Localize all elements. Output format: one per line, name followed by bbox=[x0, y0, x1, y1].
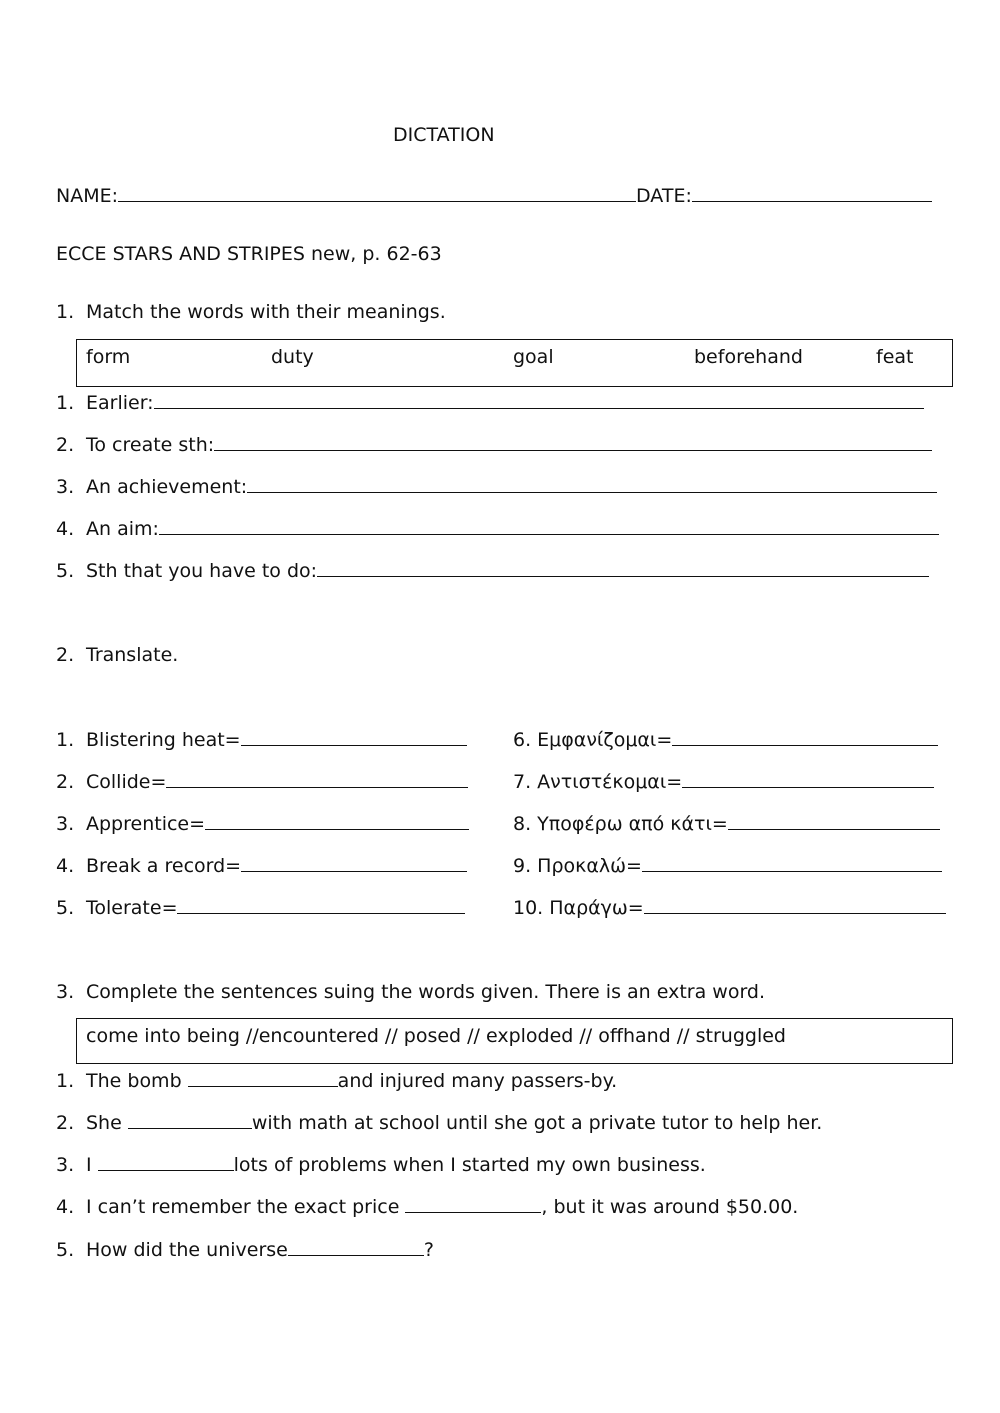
answer-blank[interactable] bbox=[288, 1237, 424, 1256]
answer-blank[interactable] bbox=[154, 390, 924, 409]
item-text: Collide= bbox=[86, 771, 167, 793]
item-text: An achievement: bbox=[86, 476, 248, 498]
item-number: 5. bbox=[56, 897, 75, 919]
item-text: 8. Υποφέρω από κάτι= bbox=[513, 813, 728, 835]
book-reference: ECCE STARS AND STRIPES new, p. 62-63 bbox=[56, 243, 442, 265]
sentence-after: with math at school until she got a private tutor to help her. bbox=[251, 1112, 823, 1134]
answer-blank[interactable] bbox=[317, 558, 929, 577]
list-item bbox=[56, 558, 929, 583]
answer-blank[interactable] bbox=[247, 474, 937, 493]
item-number: 2. bbox=[56, 1112, 75, 1134]
sentence-after: ? bbox=[423, 1239, 434, 1261]
answer-blank[interactable] bbox=[214, 432, 932, 451]
section3-heading bbox=[56, 980, 765, 1004]
item-number: 3. bbox=[56, 476, 75, 498]
item-number: 4. bbox=[56, 1196, 75, 1218]
item-number: 1. bbox=[56, 729, 75, 751]
item-text: Break a record= bbox=[86, 855, 242, 877]
item-number: 4. bbox=[56, 518, 75, 540]
translate-item bbox=[56, 853, 467, 878]
sentence-before: I can’t remember the exact price bbox=[86, 1196, 406, 1218]
answer-blank[interactable] bbox=[728, 811, 940, 830]
word-bank-item: goal bbox=[513, 346, 554, 368]
answer-blank[interactable] bbox=[159, 516, 939, 535]
section2-heading bbox=[56, 643, 178, 667]
answer-blank[interactable] bbox=[672, 727, 938, 746]
name-label: NAME: bbox=[56, 185, 119, 207]
item-number: 3. bbox=[56, 813, 75, 835]
item-number: 5. bbox=[56, 1239, 75, 1261]
list-item bbox=[56, 516, 939, 541]
item-number: 2. bbox=[56, 434, 75, 456]
section3-word-bank bbox=[76, 1018, 953, 1064]
answer-blank[interactable] bbox=[128, 1110, 252, 1129]
sentence-before: The bomb bbox=[86, 1070, 188, 1092]
translate-item bbox=[56, 895, 465, 920]
item-number: 2. bbox=[56, 771, 75, 793]
page-title: DICTATION bbox=[393, 124, 495, 146]
item-text: Tolerate= bbox=[86, 897, 178, 919]
date-blank[interactable] bbox=[692, 183, 932, 202]
answer-blank[interactable] bbox=[644, 895, 946, 914]
item-number: 4. bbox=[56, 855, 75, 877]
word-bank-item: form bbox=[86, 346, 131, 368]
sentence-item bbox=[56, 1068, 617, 1093]
list-item bbox=[56, 390, 924, 415]
answer-blank[interactable] bbox=[682, 769, 934, 788]
item-number: 5. bbox=[56, 560, 75, 582]
sentence-item bbox=[56, 1110, 822, 1135]
word-bank-item: beforehand bbox=[694, 346, 803, 368]
name-blank[interactable] bbox=[118, 183, 636, 202]
translate-item bbox=[513, 769, 934, 794]
sentence-after: lots of problems when I started my own business. bbox=[233, 1154, 706, 1176]
section1-number: 1. bbox=[56, 301, 75, 323]
section1-instruction: Match the words with their meanings. bbox=[86, 301, 446, 323]
sentence-after: , but it was around $50.00. bbox=[541, 1196, 799, 1218]
word-bank-item: feat bbox=[876, 346, 914, 368]
sentence-item bbox=[56, 1152, 706, 1177]
answer-blank[interactable] bbox=[166, 769, 468, 788]
item-text: Earlier: bbox=[86, 392, 154, 414]
translate-item bbox=[513, 727, 938, 752]
list-item bbox=[56, 474, 937, 499]
section1-word-bank bbox=[76, 339, 953, 387]
word-bank-item: duty bbox=[271, 346, 314, 368]
item-text: 7. Αντιστέκομαι= bbox=[513, 771, 683, 793]
item-text: Sth that you have to do: bbox=[86, 560, 318, 582]
translate-item bbox=[56, 727, 467, 752]
item-text: Apprentice= bbox=[86, 813, 206, 835]
translate-item bbox=[513, 895, 946, 920]
answer-blank[interactable] bbox=[405, 1194, 541, 1213]
item-text: 6. Εμφανίζομαι= bbox=[513, 729, 673, 751]
sentence-before: How did the universe bbox=[86, 1239, 288, 1261]
section3-instruction: Complete the sentences suing the words given. There is an extra word. bbox=[86, 981, 766, 1003]
answer-blank[interactable] bbox=[188, 1068, 338, 1087]
item-number: 3. bbox=[56, 1154, 75, 1176]
answer-blank[interactable] bbox=[177, 895, 465, 914]
date-label: DATE: bbox=[636, 185, 692, 207]
answer-blank[interactable] bbox=[241, 727, 467, 746]
sentence-item bbox=[56, 1237, 434, 1262]
list-item bbox=[56, 432, 932, 457]
translate-item bbox=[513, 811, 940, 836]
item-text: An aim: bbox=[86, 518, 159, 540]
item-text: To create sth: bbox=[86, 434, 215, 456]
item-text: 10. Παράγω= bbox=[513, 897, 644, 919]
item-number: 1. bbox=[56, 392, 75, 414]
answer-blank[interactable] bbox=[241, 853, 467, 872]
item-text: Blistering heat= bbox=[86, 729, 241, 751]
name-field[interactable] bbox=[56, 183, 932, 208]
section3-number: 3. bbox=[56, 981, 75, 1003]
translate-item bbox=[56, 811, 469, 836]
sentence-after: and injured many passers-by. bbox=[337, 1070, 618, 1092]
section1-heading bbox=[56, 300, 446, 324]
answer-blank[interactable] bbox=[642, 853, 942, 872]
section2-number: 2. bbox=[56, 644, 75, 666]
translate-item bbox=[513, 853, 942, 878]
sentence-before: She bbox=[86, 1112, 128, 1134]
word-bank-text: come into being //encountered // posed // exploded // offhand // struggled bbox=[86, 1025, 786, 1047]
answer-blank[interactable] bbox=[98, 1152, 234, 1171]
sentence-before: I bbox=[86, 1154, 98, 1176]
item-text: 9. Προκαλώ= bbox=[513, 855, 642, 877]
sentence-item bbox=[56, 1194, 798, 1219]
answer-blank[interactable] bbox=[205, 811, 469, 830]
item-number: 1. bbox=[56, 1070, 75, 1092]
translate-item bbox=[56, 769, 468, 794]
section2-instruction: Translate. bbox=[86, 644, 179, 666]
